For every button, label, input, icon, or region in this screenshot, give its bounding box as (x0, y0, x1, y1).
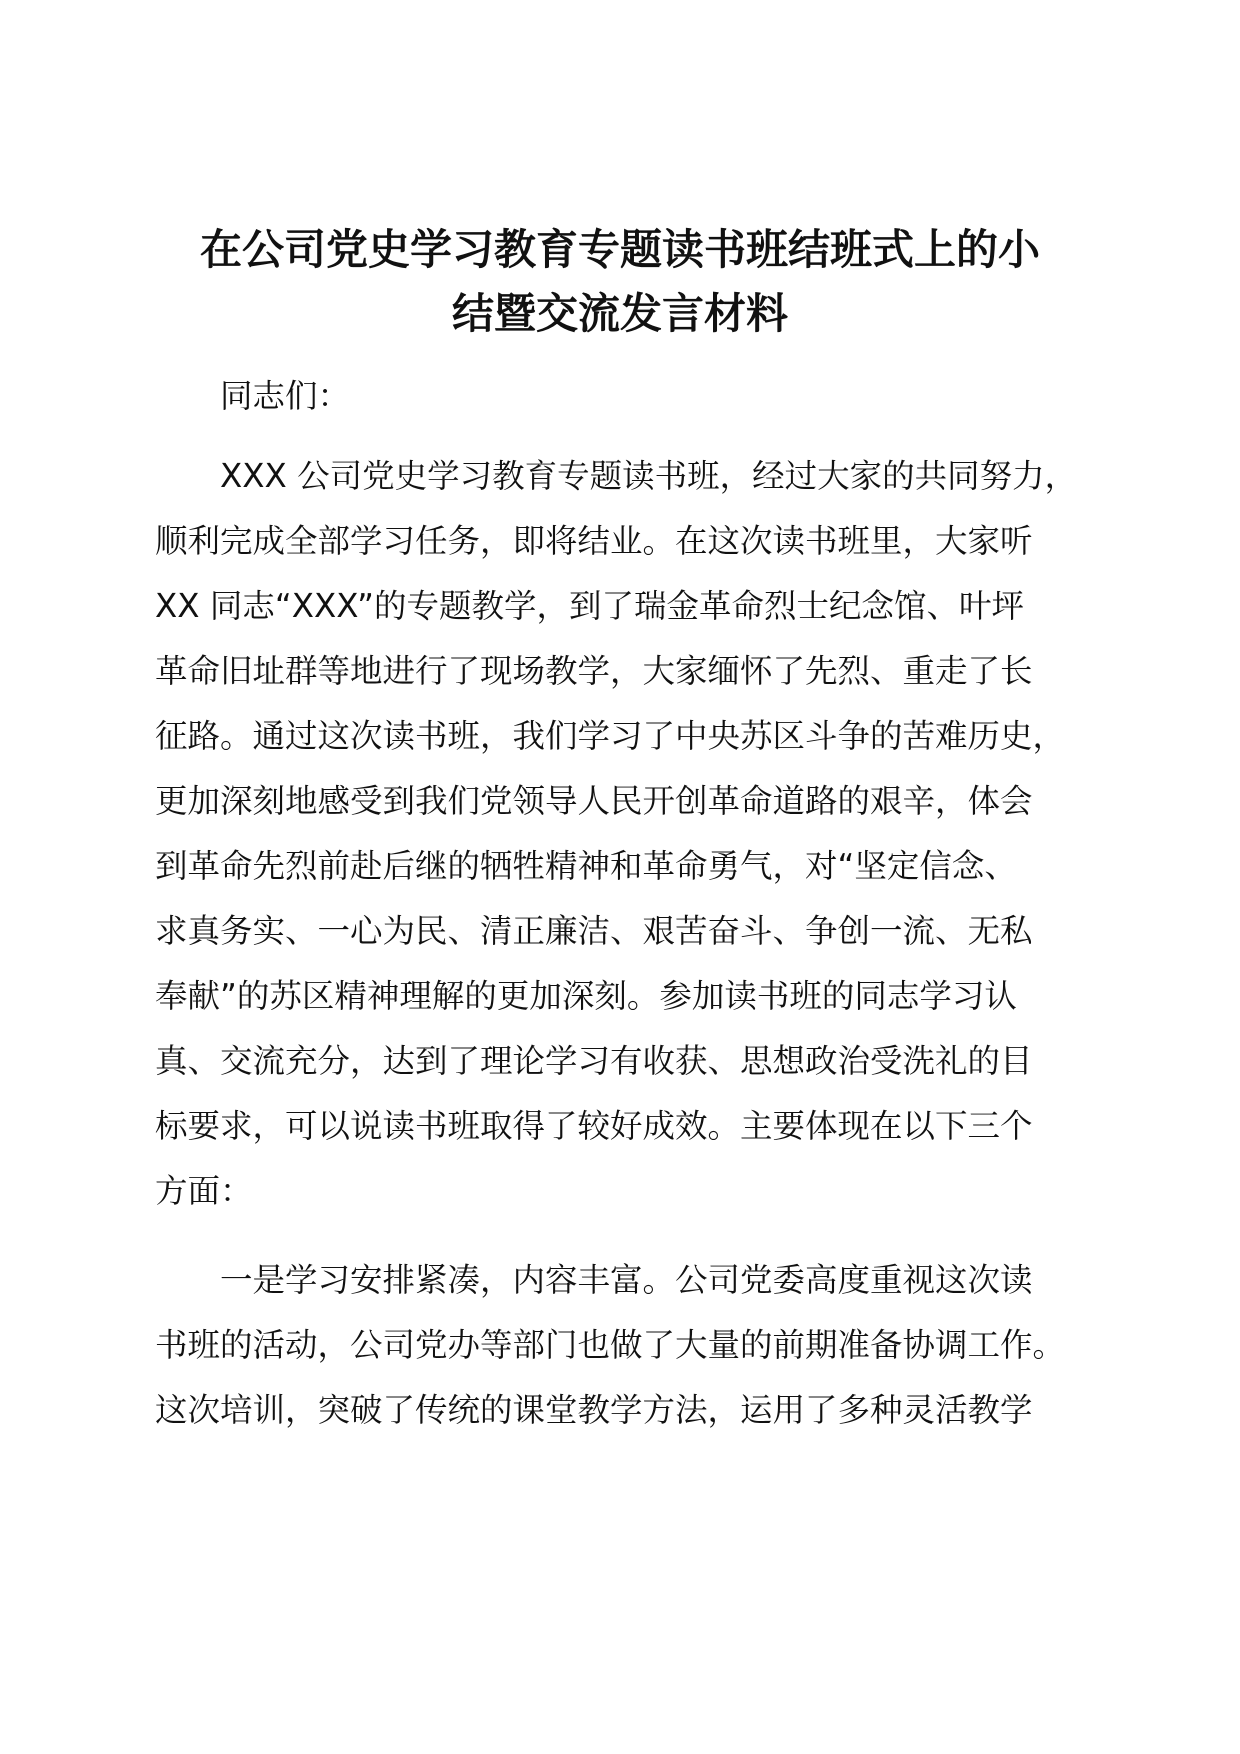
paragraph-line: XXX 公司党史学习教育专题读书班，经过大家的共同努力， (220, 457, 1078, 495)
paragraph-2 (155, 1248, 1075, 1443)
paragraph-line: 革命旧址群等地进行了现场教学，大家缅怀了先烈、重走了长 (155, 652, 1033, 690)
title-line: 结暨交流发言材料 (451, 289, 788, 338)
paragraph-line: XX 同志“XXX”的专题教学，到了瑞金革命烈士纪念馆、叶坪 (155, 587, 1025, 625)
paragraph-line: 书班的活动，公司党办等部门也做了大量的前期准备协调工作。 (155, 1326, 1066, 1364)
paragraph-line: 到革命先烈前赴后继的牺牲精神和革命勇气，对“坚定信念、 (155, 847, 1017, 885)
paragraph-line: 一是学习安排紧凑，内容丰富。公司党委高度重视这次读 (220, 1261, 1033, 1299)
paragraph-line: 标要求，可以说读书班取得了较好成效。主要体现在以下三个 (155, 1107, 1033, 1145)
salutation (155, 364, 1075, 429)
paragraph-line: 奉献”的苏区精神理解的更加深刻。参加读书班的同志学习认 (155, 977, 1017, 1015)
title-line: 在公司党史学习教育专题读书班结班式上的小 (199, 225, 1040, 274)
paragraph-line: 这次培训，突破了传统的课堂教学方法，运用了多种灵活教学 (155, 1391, 1033, 1429)
document-title (150, 218, 1090, 346)
paragraph-line: 更加深刻地感受到我们党领导人民开创革命道路的艰辛，体会 (155, 782, 1033, 820)
paragraph-line: 求真务实、一心为民、清正廉洁、艰苦奋斗、争创一流、无私 (155, 912, 1033, 950)
paragraph-line: 征路。通过这次读书班，我们学习了中央苏区斗争的苦难历史， (155, 717, 1066, 755)
salutation-text: 同志们： (220, 377, 351, 415)
paragraph-1 (155, 444, 1078, 1224)
paragraph-line: 顺利完成全部学习任务，即将结业。在这次读书班里，大家听 (155, 522, 1033, 560)
paragraph-line: 方面： (155, 1172, 253, 1210)
paragraph-line: 真、交流充分，达到了理论学习有收获、思想政治受洗礼的目 (155, 1042, 1033, 1080)
